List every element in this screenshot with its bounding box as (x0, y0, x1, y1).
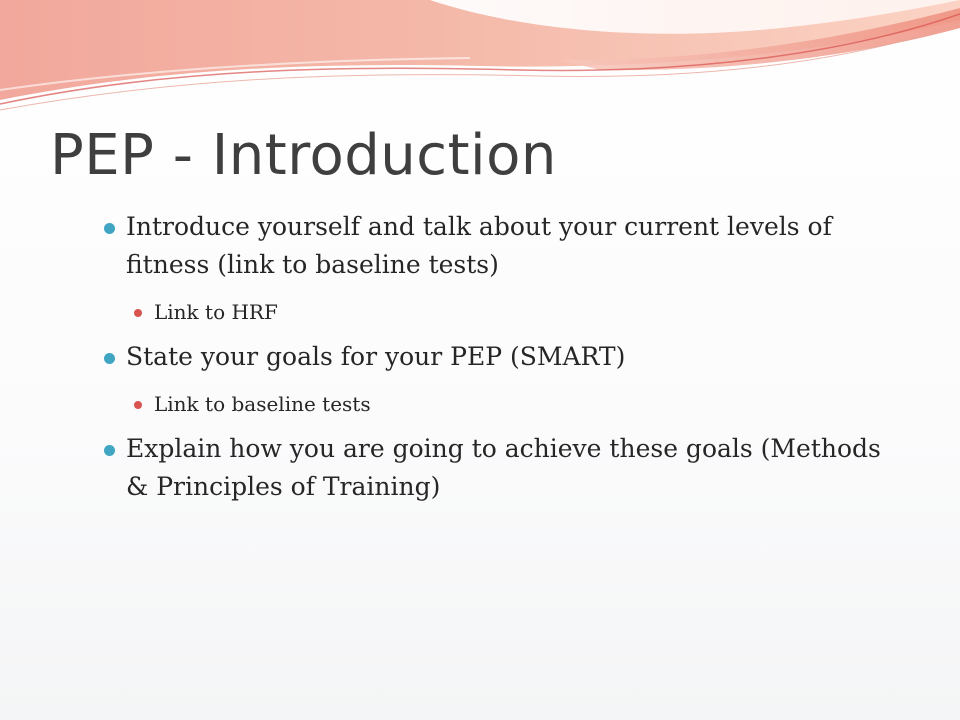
bullet-list (0, 208, 960, 506)
sub-bullet-dot-icon (134, 401, 142, 409)
bullet-dot-icon (104, 223, 115, 234)
sub-bullet-text: Link to HRF (154, 300, 278, 324)
bullet-text: State your goals for your PEP (SMART) (126, 342, 626, 371)
sub-bullet-dot-icon (134, 309, 142, 317)
bullet-item (0, 430, 960, 506)
sub-bullet-item (0, 296, 960, 328)
bullet-dot-icon (104, 445, 115, 456)
bullet-item (0, 338, 960, 376)
sub-bullet-text: Link to baseline tests (154, 392, 371, 416)
sub-bullet-item (0, 388, 960, 420)
bullet-text: Explain how you are going to achieve these goals (Methods & Principles of Training) (126, 434, 881, 501)
bullet-text: Introduce yourself and talk about your current levels of fitness (link to baseline tests) (126, 212, 832, 279)
bullet-dot-icon (104, 353, 115, 364)
header-wave-decoration (0, 0, 960, 120)
bullet-item (0, 208, 960, 284)
slide-title: PEP - Introduction (50, 123, 557, 188)
